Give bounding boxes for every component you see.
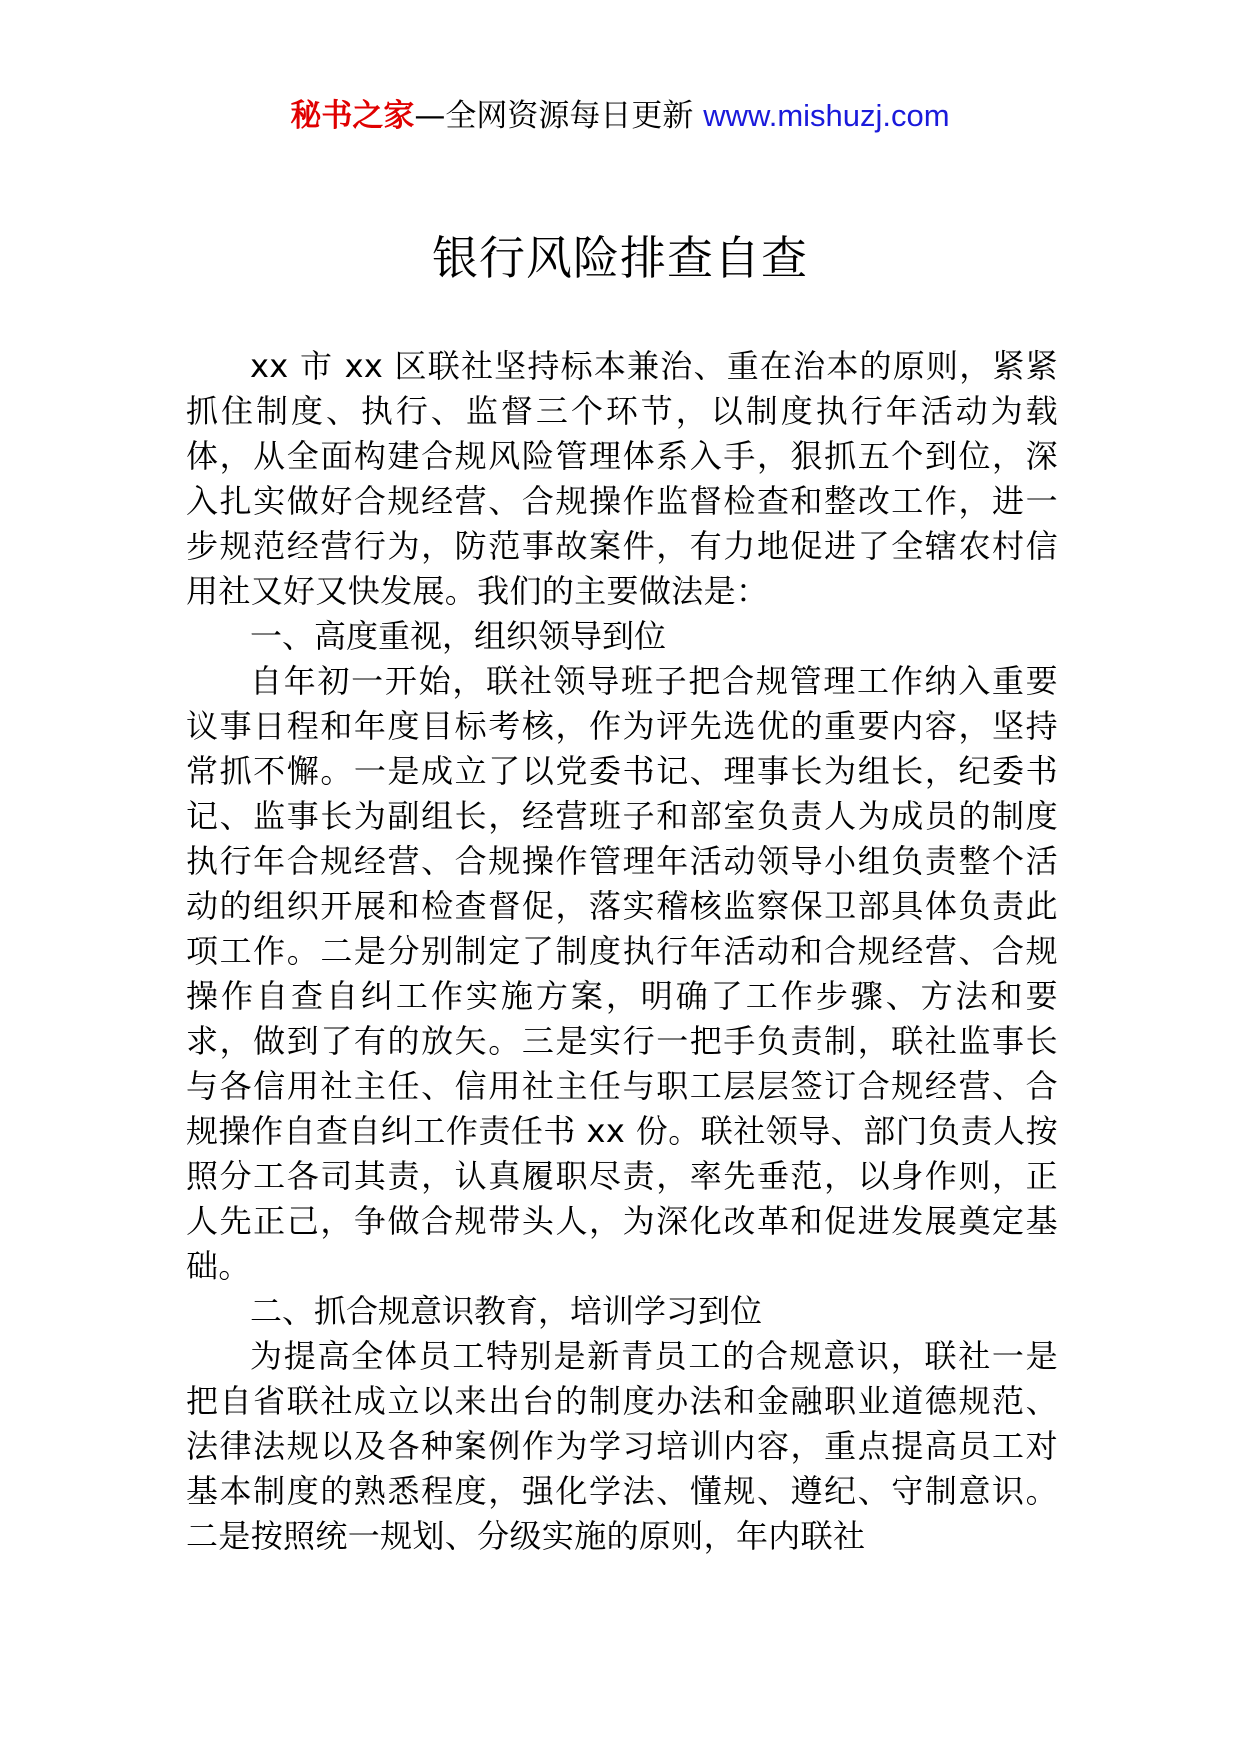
site-header-banner [0,96,1240,136]
paragraph-section-2: 为提高全体员工特别是新青员工的合规意识，联社一是把自省联社成立以来出台的制度办法和金融职业道德规范、法律法规以及各种案例作为学习培训内容，重点提高员工对基本制度的熟悉程度，强化学法、懂规、遵纪、守制意识。二是按照统一规划、分级实施的原则，年内联社 [186,1337,1058,1555]
site-tagline: —全网资源每日更新 [414,98,704,134]
site-brand-name: 秘书之家 [290,98,415,134]
document-title: 银行风险排查自查 [432,231,808,285]
section-heading-1: 一、高度重视，组织领导到位 [250,617,667,655]
paragraph-intro: xx 市 xx 区联社坚持标本兼治、重在治本的原则，紧紧抓住制度、执行、监督三个环节，以制度执行年活动为载体，从全面构建合规风险管理体系入手，狠抓五个到位，深入扎实做好合规经营、合规操作监督检查和整改工作，进一步规范经营行为，防范事故案件，有力地促进了全辖农村信用社又好又快发展。我们的主要做法是： [186,347,1058,610]
document-body [186,344,1058,1559]
paragraph-section-1: 自年初一开始，联社领导班子把合规管理工作纳入重要议事日程和年度目标考核，作为评先选优的重要内容，坚持常抓不懈。一是成立了以党委书记、理事长为组长，纪委书记、监事长为副组长，经营班子和部室负责人为成员的制度执行年合规经营、合规操作管理年活动领导小组负责整个活动的组织开展和检查督促，落实稽核监察保卫部具体负责此项工作。二是分别制定了制度执行年活动和合规经营、合规操作自查自纠工作实施方案，明确了工作步骤、方法和要求，做到了有的放矢。三是实行一把手负责制，联社监事长与各信用社主任、信用社主任与职工层层签订合规经营、合规操作自查自纠工作责任书 xx 份。联社领导、部门负责人按照分工各司其责，认真履职尽责，率先垂范，以身作则，正人先正己，争做合规带头人，为深化改革和促进发展奠定基础。 [186,662,1058,1285]
section-heading-2: 二、抓合规意识教育，培训学习到位 [250,1292,763,1330]
site-url-link[interactable]: www.mishuzj.com [703,98,950,133]
